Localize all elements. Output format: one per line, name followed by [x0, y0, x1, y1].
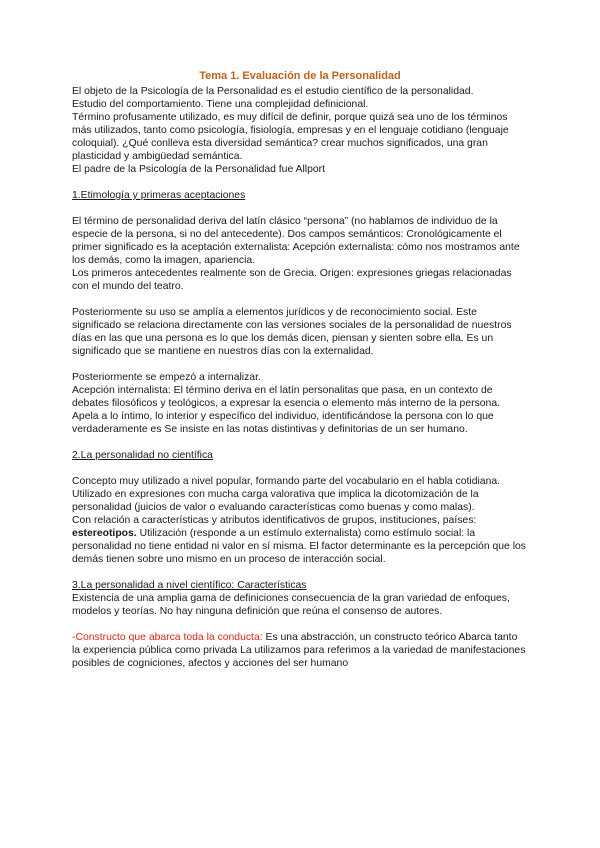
section-3-paragraph: -Constructo que abarca toda la conducta: Es una abstracción, un constructo teórico Abarca tanto la experiencia pública como privada La utilizamos para referimos a la variedad de manifestaciones posibles de cogniciones, afectos y acciones del ser humano	[72, 632, 526, 669]
section-3-heading: 3.La personalidad a nivel científico: Características	[72, 580, 307, 591]
intro-paragraph: Estudio del comportamiento. Tiene una complejidad definicional.	[72, 99, 369, 110]
section-2-paragraph: Concepto muy utilizado a nivel popular, formando parte del vocabulario en el habla cotidiana. Utilizado en expresiones con mucha carga valorativa que implica la dicotomización de la personalidad (juicios de valor o evaluando características como buenas y como malas).	[72, 476, 501, 513]
document-page	[72, 70, 528, 670]
document-title: Tema 1. Evaluación de la Personalidad	[199, 70, 401, 82]
section-1-heading: 1.Etimología y primeras aceptaciones	[72, 190, 246, 201]
section-1-paragraph: Los primeros antecedentes realmente son de Grecia. Origen: expresiones griegas relacionadas con el mundo del teatro.	[72, 268, 512, 292]
intro-paragraph: El objeto de la Psicología de la Personalidad es el estudio científico de la personalidad.	[72, 86, 474, 97]
section-1-paragraph: Posteriormente se empezó a internalizar.	[72, 372, 261, 383]
section-2-paragraph: Con relación a características y atributos identificativos de grupos, instituciones, países: estereotipos. Utilización (responde a un estímulo externalista) como estímulo social: la personalidad no tiene entidad ni valor en sí misma. El factor determinante es la percepción que los demás tienen sobre uno mismo en un proceso de interacción social.	[72, 515, 526, 565]
section-1-paragraph: Posteriormente su uso se amplía a elementos jurídicos y de reconocimiento social. Este significado se relaciona directamente con las versiones sociales de la personalidad de nuestros días en las que una persona es lo que los demás dicen, piensan y sienten sobre ella. Es un significado que se mantiene en nuestros días con la externalidad.	[72, 307, 512, 357]
construct-highlight: -Constructo que abarca toda la conducta:	[72, 632, 263, 643]
intro-paragraph: Término profusamente utilizado, es muy difícil de definir, porque quizá sea uno de los términos más utilizados, tanto como psicología, fisiología, empresas y en el lenguaje cotidiano (lenguaje coloquial). ¿Qué conlleva esta diversidad semántica? crear muchos significados, una gran plasticidad y ambigüedad semántica.	[72, 112, 509, 162]
intro-paragraph: El padre de la Psicología de la Personalidad fue Allport	[72, 164, 326, 175]
section-3-paragraph: Existencia de una amplia gama de definiciones consecuencia de la gran variedad de enfoques, modelos y teorías. No hay ninguna definición que reúna el consenso de autores.	[72, 593, 510, 617]
section-1-paragraph: Acepción internalista: El término deriva en el latín personalitas que pasa, en un contexto de debates filosóficos y teológicos, a expresar la esencia o elemento más interno de la persona. Apela a lo íntimo, lo interior y específico del individuo, identificándose la persona con lo que verdaderamente es Se insiste en las notas distintivas y definitorias de un ser humano.	[72, 385, 500, 435]
stereotypes-term: estereotipos.	[72, 528, 137, 539]
section-1-paragraph: El término de personalidad deriva del latín clásico “persona” (no hablamos de individuo de la especie de la persona, si no del antecedente). Dos campos semánticos: Cronológicamente el primer significado es la aceptación externalista: Acepción externalista: cómo nos mostramos ante los demás, como la imagen, apariencia.	[72, 216, 520, 266]
section-2-heading: 2.La personalidad no científica	[72, 450, 213, 461]
